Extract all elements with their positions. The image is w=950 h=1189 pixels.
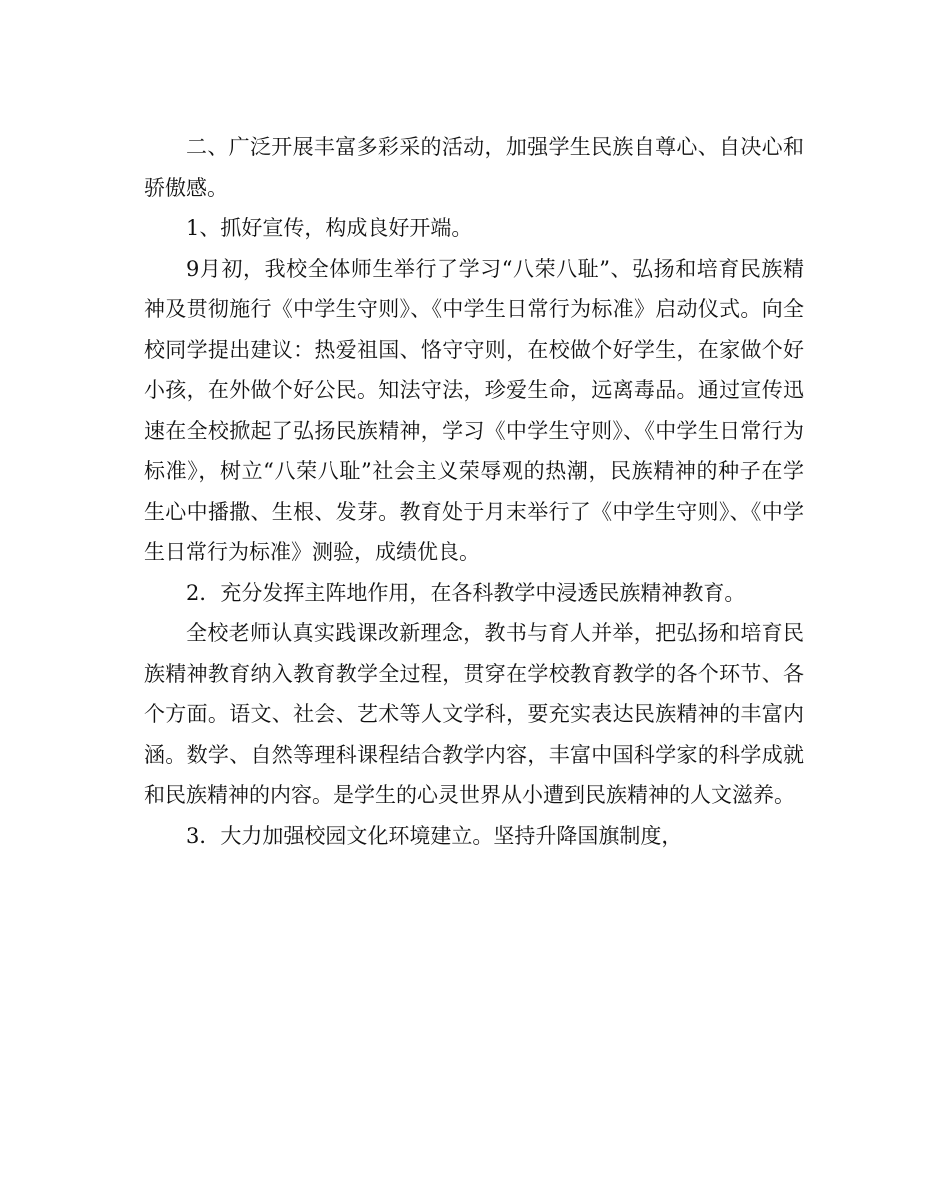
paragraph-item-three-heading: 3．大力加强校园文化环境建立。坚持升降国旗制度， — [186, 823, 683, 848]
paragraph-item-one-heading: 1、抓好宣传，构成良好开端。 — [186, 216, 473, 240]
paragraph-item-two-body: 全校老师认真实践课改新理念，教书与育人并举，把弘扬和培育民族精神教育纳入教育教学全过程，贯穿在学校教育教学的各个环节、各个方面。语文、社会、艺术等人文学科，要充实表达民族精神的丰富内涵。数学、自然等理科课程结合教学内容，丰富中国科学家的科学成就和民族精神的内容。是学生的心灵世界从小遭到民族精神的人文滋养。 — [144, 621, 804, 807]
paragraph-item-two-heading: 2．充分发挥主阵地作用，在各科教学中浸透民族精神教育。 — [186, 580, 746, 605]
document-body — [144, 127, 804, 856]
paragraph-section-two-heading: 二、广泛开展丰富多彩采的活动，加强学生民族自尊心、自决心和骄傲感。 — [144, 135, 804, 200]
paragraph-item-one-body: 9月初，我校全体师生举行了学习“八荣八耻”、弘扬和培育民族精神及贯彻施行《中学生守则》、《中学生日常行为标准》启动仪式。向全校同学提出建议：热爱祖国、恪守守则，在校做个好学生，在家做个好小孩，在外做个好公民。知法守法，珍爱生命，远离毒品。通过宣传迅速在全校掀起了弘扬民族精神，学习《中学生守则》、《中学生日常行为标准》，树立“八荣八耻”社会主义荣辱观的热潮，民族精神的种子在学生心中播撒、生根、发芽。教育处于月末举行了《中学生守则》、《中学生日常行为标准》测验，成绩优良。 — [144, 256, 804, 564]
